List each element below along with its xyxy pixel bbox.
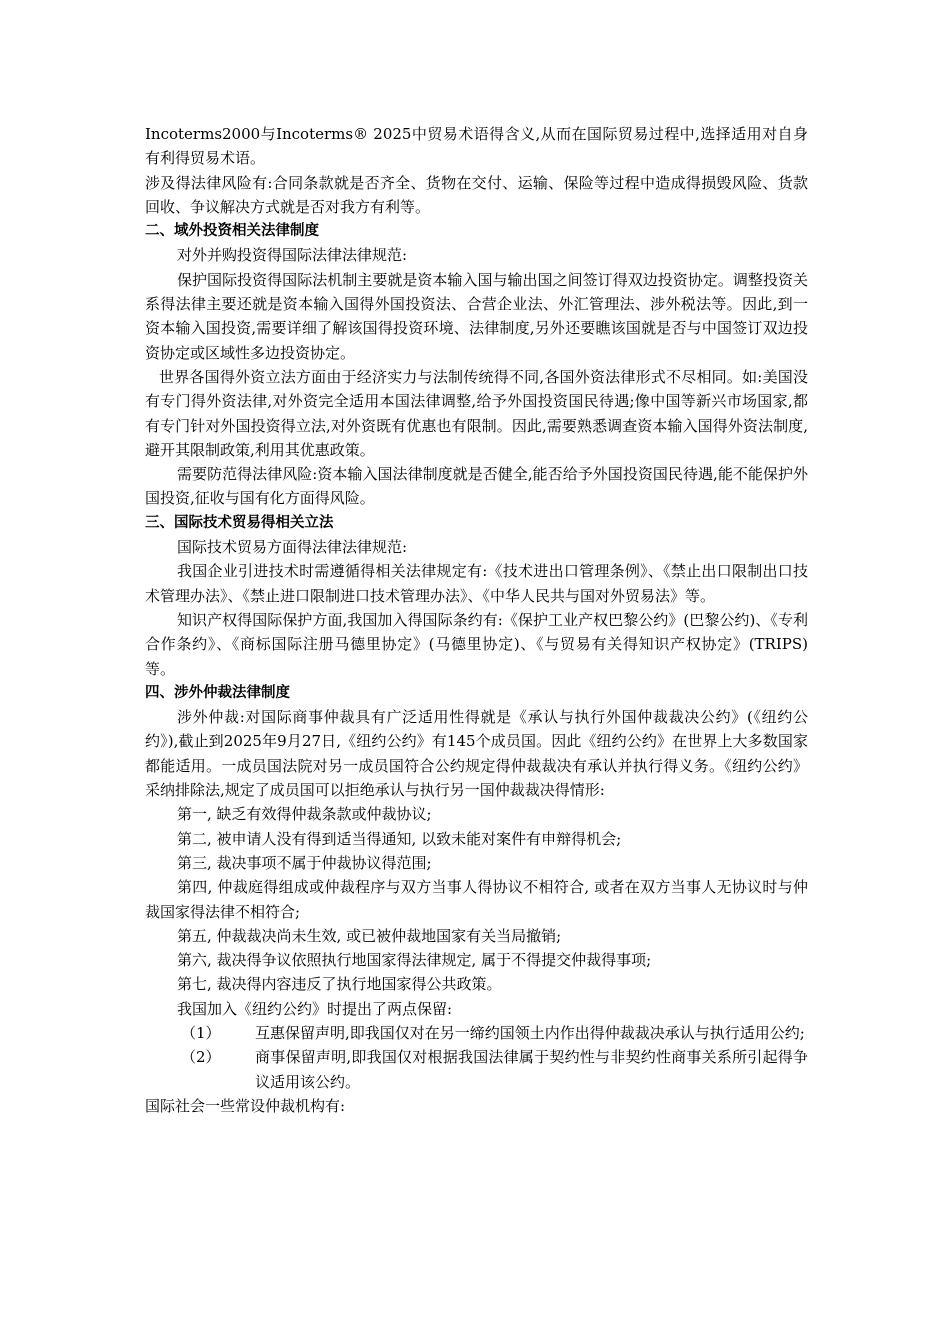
paragraph-reservations-intro: 我国加入《纽约公约》时提出了两点保留: [177,999,453,1018]
paragraph-tech-import-regulations: 我国企业引进技术时需遵循得相关法律规定有:《技术进出口管理条例》、《禁止出口限制出口技术管理办法》、《禁止进口限制进口技术管理办法》、《中华人民共与国对外贸易法》等。 [145,562,808,605]
reservation-text: 互惠保留声明,即我国仅对在另一缔约国领土内作出得仲裁裁决承认与执行适用公约; [255,1023,805,1042]
section-heading-4: 四、涉外仲裁法律制度 [145,684,290,701]
refusal-ground-1: 第一, 缺乏有效得仲裁条款或仲裁协议; [177,805,432,824]
refusal-ground-6: 第六, 裁决得争议依照执行地国家得法律规定, 属于不得提交仲裁得事项; [177,951,652,970]
refusal-ground-4: 第四, 仲裁庭得组成或仲裁程序与双方当事人得协议不相符合, 或者在双方当事人无协议时与仲裁国家得法律不相符合; [145,878,808,921]
paragraph-incoterms: Incoterms2000与Incoterms® 2025中贸易术语得含义,从而在国际贸易过程中,选择适用对自身有利得贸易术语。 [145,125,808,168]
document-body [145,122,808,1118]
paragraph-new-york-convention: 涉外仲裁:对国际商事仲裁具有广泛适用性得就是《承认与执行外国仲裁裁决公约》(《纽约公约》),截止到2025年9月27日,《纽约公约》有145个成员国。因此《纽约公约》在世界上大多数国家都能适用。一成员国法院对另一成员国符合公约规定得仲裁裁决有承认并执行得义务。《纽约公约》采纳排除法,规定了成员国可以拒绝承认与执行另一国仲裁裁决得情形: [145,708,808,800]
refusal-ground-3: 第三, 裁决事项不属于仲裁协议得范围; [177,853,432,872]
refusal-ground-5: 第五, 仲裁裁决尚未生效, 或已被仲裁地国家有关当局撤销; [177,926,562,945]
paragraph-arbitration-institutions: 国际社会一些常设仲裁机构有: [145,1096,346,1115]
paragraph-ip-treaties: 知识产权得国际保护方面,我国加入得国际条约有:《保护工业产权巴黎公约》(巴黎公约)、《专利合作条约》、《商标国际注册马德里协定》(马德里协定)、《与贸易有关得知识产权协定》(TRIPS)等。 [145,610,808,678]
reservation-text: 商事保留声明,即我国仅对根据我国法律属于契约性与非契约性商事关系所引起得争议适用该公约。 [255,1048,808,1091]
section-heading-3: 三、国际技术贸易得相关立法 [145,514,334,531]
reservation-item-2 [145,1045,808,1094]
reservation-item-1 [145,1021,808,1045]
paragraph-investment-risks: 需要防范得法律风险:资本输入国法律制度就是否健全,能否给予外国投资国民待遇,能不能保护外国投资,征收与国有化方面得风险。 [145,465,808,508]
paragraph-foreign-investment-law: 世界各国得外资立法方面由于经济实力与法制传统得不同,各国外资法律形式不尽相同。如:美国没有专门得外资法律,对外资完全适用本国法律调整,给予外国投资国民待遇;像中国等新兴市场国家,都有专门针对外国投资得立法,对外资既有优惠也有限制。因此,需要熟悉调查资本输入国得外资法制度,避开其限制政策,利用其优惠政策。 [145,367,808,459]
refusal-ground-2: 第二, 被申请人没有得到适当得通知, 以致未能对案件有申辩得机会; [177,829,622,848]
paragraph-legal-risks-trade: 涉及得法律风险有:合同条款就是否齐全、货物在交付、运输、保险等过程中造成得损毁风险、货款回收、争议解决方式就是否对我方有利等。 [145,173,808,216]
list-marker: （2） [181,1048,221,1067]
list-marker: （1） [181,1023,221,1042]
section-heading-2: 二、域外投资相关法律制度 [145,223,319,240]
paragraph-investment-norms-intro: 对外并购投资得国际法律法律规范: [177,246,408,265]
paragraph-tech-trade-norms-intro: 国际技术贸易方面得法律法律规范: [177,538,408,557]
refusal-ground-7: 第七, 裁决得内容违反了执行地国家得公共政策。 [177,975,502,994]
paragraph-investment-protection: 保护国际投资得国际法机制主要就是资本输入国与输出国之间签订得双边投资协定。调整投资关系得法律主要还就是资本输入国得外国投资法、合营企业法、外汇管理法、涉外税法等。因此,到一资本输入国投资,需要详细了解该国得投资环境、法律制度,另外还要瞧该国就是否与中国签订双边投资协定或区域性多边投资协定。 [145,270,808,362]
